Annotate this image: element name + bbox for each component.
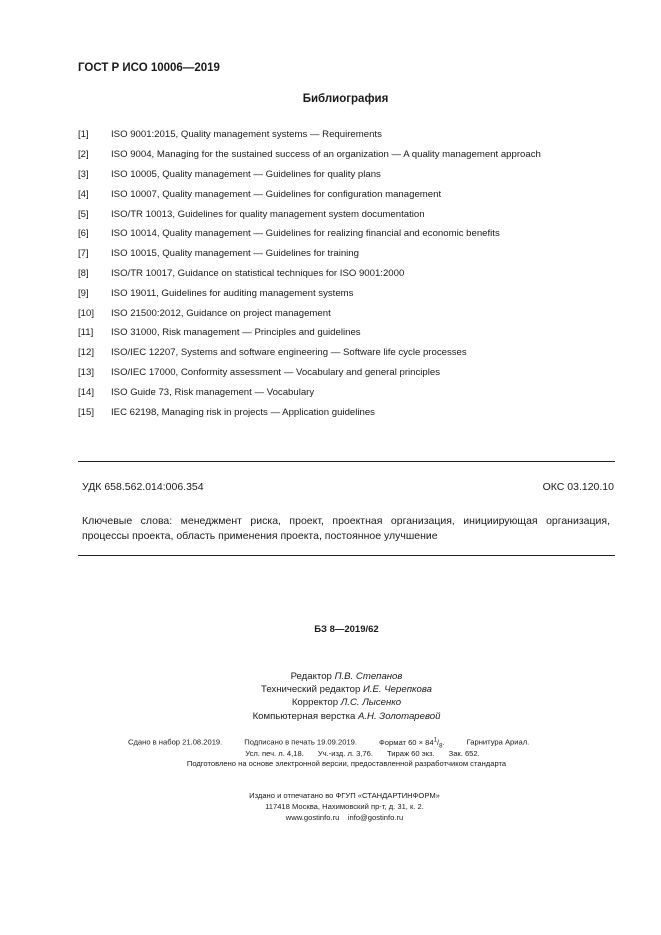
bibliography-item <box>78 125 618 145</box>
bibliography-item-number: [10] <box>78 307 95 319</box>
bibliography-item <box>78 363 618 383</box>
bibliography-item-number: [8] <box>78 267 89 279</box>
bibliography-item <box>78 184 618 204</box>
bibliography-item <box>78 165 618 185</box>
bibliography-item-text: ISO 21500:2012, Guidance on project management <box>111 307 331 319</box>
bibliography-item-number: [9] <box>78 287 89 299</box>
print-info-line-3 <box>0 759 661 768</box>
print-font: Гарнитура Ариал. <box>466 737 530 747</box>
document-code: ГОСТ Р ИСО 10006—2019 <box>78 62 220 74</box>
top-divider <box>78 461 615 462</box>
keywords-line-1: Ключевые слова: менеджмент риска, проект, проектная организация, инициирующая организация, <box>82 515 610 527</box>
print-format-sup: 1 <box>433 737 437 743</box>
credit-editor-name: П.В. Степанов <box>334 671 403 682</box>
credit-editor-label: Редактор <box>290 671 332 682</box>
credit-layout-label: Компьютерная верстка <box>252 710 356 722</box>
print-info-line-2 <box>0 749 661 758</box>
credit-layout <box>16 710 661 723</box>
print-pub-sheets: Уч.-изд. л. 3,76. <box>317 749 373 758</box>
bibliography-item-text: IEC 62198, Managing risk in projects — Application guidelines <box>111 406 375 418</box>
print-format-prefix: Формат 60 × 84 <box>379 737 434 747</box>
credit-corrector-label: Корректор <box>291 697 339 709</box>
bz-number-text: БЗ 8—2019/62 <box>314 624 379 635</box>
credit-layout-name: А.Н. Золотаревой <box>357 710 441 722</box>
bibliography-item <box>78 323 618 343</box>
bibliography-item-text: ISO/IEC 12207, Systems and software engineering — Software life cycle processes <box>111 347 467 359</box>
publisher-line-2: 117418 Москва, Нахимовский пр-т, д. 31, к. 2. <box>265 802 424 811</box>
credits-block <box>0 670 661 723</box>
bibliography-item-number: [11] <box>78 327 94 339</box>
bibliography-item-text: ISO 19011, Guidelines for auditing management systems <box>111 287 354 299</box>
bibliography-item-number: [2] <box>78 149 89 161</box>
bibliography-item-number: [4] <box>78 188 89 200</box>
bibliography-item-number: [12] <box>78 347 95 359</box>
bibliography-item-text: ISO/IEC 17000, Conformity assessment — Vocabulary and general principles <box>111 366 441 378</box>
bz-number <box>0 624 661 635</box>
bibliography-item <box>78 343 618 363</box>
bibliography-item <box>78 283 618 303</box>
print-signed: Подписано в печать 19.09.2019. <box>244 737 357 747</box>
page-title-text: Библиография <box>302 93 389 105</box>
credit-editor <box>16 670 661 683</box>
credit-tech-editor <box>16 683 661 696</box>
print-info-line-1 <box>128 737 529 749</box>
bibliography-item-number: [6] <box>78 228 89 240</box>
print-format-sub: 8 <box>439 743 443 750</box>
bibliography-item-number: [5] <box>78 208 89 220</box>
bibliography-item <box>78 402 618 422</box>
bibliography-item <box>78 264 618 284</box>
oks-code: ОКС 03.120.10 <box>542 481 614 493</box>
publisher-email-link[interactable]: info@gostinfo.ru <box>347 813 404 822</box>
bibliography-item <box>78 244 618 264</box>
bibliography-item-text: ISO 31000, Risk management — Principles and guidelines <box>111 327 361 339</box>
publisher-line-1: Издано и отпечатано во ФГУП «СТАНДАРТИНФОРМ» <box>249 791 440 800</box>
bibliography-item-text: ISO 10015, Quality management — Guidelines for training <box>111 248 359 260</box>
bibliography-item-text: ISO 10007, Quality management — Guidelines for configuration management <box>111 188 442 200</box>
bibliography-item-text: ISO 10005, Quality management — Guidelines for quality plans <box>111 168 381 180</box>
keywords-line-2: процессы проекта, область применения проекта, постоянное улучшение <box>82 529 438 542</box>
keywords <box>82 514 610 543</box>
print-submitted: Сдано в набор 21.08.2019. <box>128 737 223 747</box>
publisher-contacts <box>14 812 661 823</box>
publisher-block <box>0 790 661 823</box>
bibliography-item-text: ISO 9001:2015, Quality management systems — Requirements <box>111 129 382 141</box>
page-title <box>0 93 661 105</box>
bibliography-list <box>78 125 618 422</box>
bottom-divider <box>78 555 615 556</box>
print-prepared: Подготовлено на основе электронной версии, предоставленной разработчиком стандарта <box>186 759 507 768</box>
print-format: Формат $60 \times 84^1/_8$. <box>379 737 445 750</box>
print-info-line-2-content <box>229 749 480 758</box>
bibliography-item-text: ISO/TR 10013, Guidelines for quality management system documentation <box>111 208 425 220</box>
publisher-site-link[interactable]: www.gostinfo.ru <box>285 813 340 822</box>
bibliography-item-number: [15] <box>78 406 95 418</box>
credit-corrector-name: Л.С. Лысенко <box>340 697 402 709</box>
credit-tech-editor-name: И.Е. Черепкова <box>362 684 432 696</box>
udk-code: УДК 658.562.014:006.354 <box>82 481 204 493</box>
bibliography-item-number: [14] <box>78 386 95 398</box>
bibliography-item-number: [7] <box>78 248 89 260</box>
bibliography-item-text: ISO 9004, Managing for the sustained success of an organization — A quality management approach <box>111 149 541 161</box>
bibliography-item-number: [1] <box>78 129 89 141</box>
print-sheets: Усл. печ. л. 4,18. <box>245 749 304 758</box>
bibliography-item-number: [13] <box>78 366 95 378</box>
bibliography-item <box>78 303 618 323</box>
print-order: Зак. 652. <box>448 749 480 758</box>
credit-tech-editor-label: Технический редактор <box>261 684 361 696</box>
bibliography-item <box>78 145 618 165</box>
bibliography-item <box>78 204 618 224</box>
credit-corrector <box>16 696 661 709</box>
bibliography-item-text: ISO/TR 10017, Guidance on statistical techniques for ISO 9001:2000 <box>111 267 405 279</box>
bibliography-item-text: ISO 10014, Quality management — Guidelines for realizing financial and economic benefits <box>111 228 500 240</box>
print-run: Тираж 60 экз. <box>386 749 435 758</box>
bibliography-item-number: [3] <box>78 168 89 180</box>
bibliography-item <box>78 224 618 244</box>
bibliography-item <box>78 382 618 402</box>
bibliography-item-text: ISO Guide 73, Risk management — Vocabulary <box>111 386 315 398</box>
